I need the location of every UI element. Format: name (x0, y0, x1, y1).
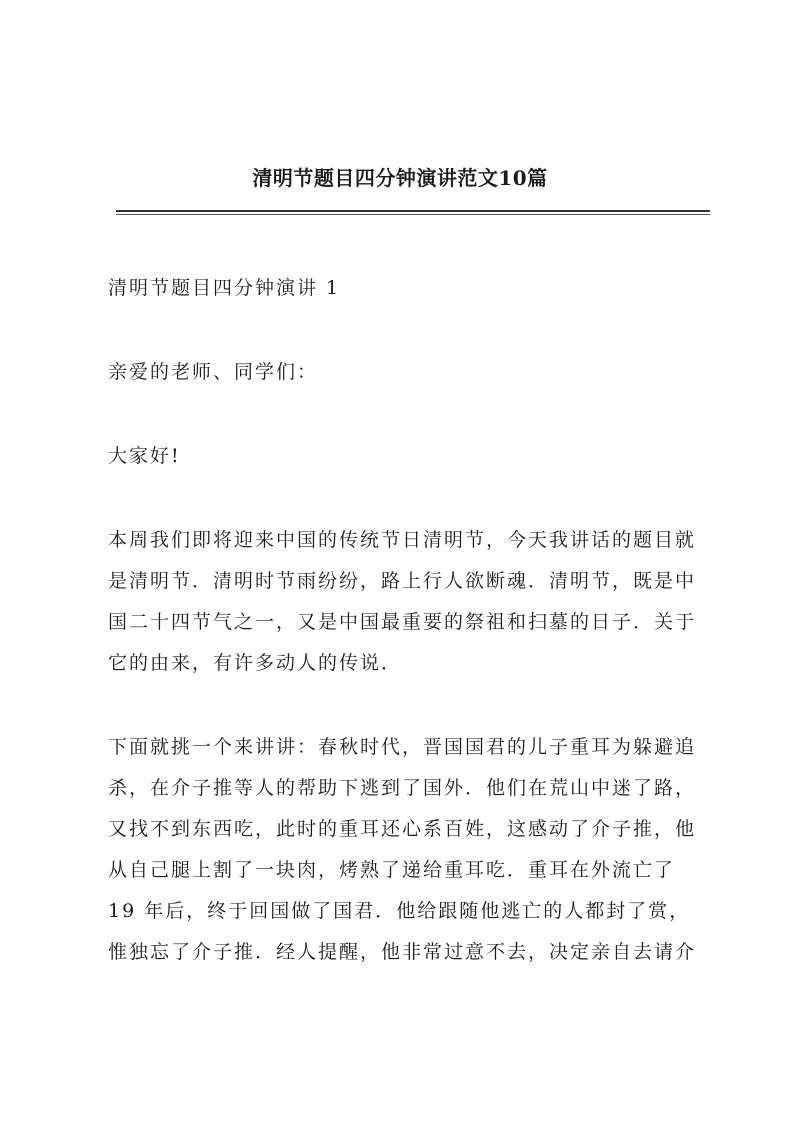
paragraph-line: 杀，在介子推等人的帮助下逃到了国外．他们在荒山中迷了路， (108, 777, 697, 799)
section-heading: 清明节题目四分钟演讲 1 (108, 277, 341, 299)
paragraph-line: 本周我们即将迎来中国的传统节日清明节，今天我讲话的题目就 (108, 529, 697, 551)
paragraph-line: 惟独忘了介子推．经人提醒，他非常过意不去，决定亲自去请介 (108, 941, 697, 963)
document-title: 清明节题目四分钟演讲范文10篇 (252, 166, 548, 190)
title-divider-thin (116, 214, 710, 215)
salutation: 亲爱的老师、同学们： (108, 361, 319, 383)
paragraph-line: 19 年后，终于回国做了国君．他给跟随他逃亡的人都封了赏， (108, 900, 691, 922)
paragraph-line: 下面就挑一个来讲讲：春秋时代，晋国国君的儿子重耳为躲避追 (108, 736, 697, 758)
paragraph-line: 它的由来，有许多动人的传说． (108, 652, 403, 674)
greeting: 大家好! (108, 445, 181, 467)
paragraph-line: 国二十四节气之一，又是中国最重要的祭祖和扫墓的日子．关于 (108, 611, 697, 633)
title-divider (116, 210, 710, 212)
paragraph-line: 是清明节．清明时节雨纷纷，路上行人欲断魂．清明节，既是中 (108, 570, 697, 592)
paragraph-line: 又找不到东西吃，此时的重耳还心系百姓，这感动了介子推，他 (108, 818, 697, 840)
paragraph-line: 从自己腿上割了一块肉，烤熟了递给重耳吃．重耳在外流亡了 (108, 859, 676, 881)
